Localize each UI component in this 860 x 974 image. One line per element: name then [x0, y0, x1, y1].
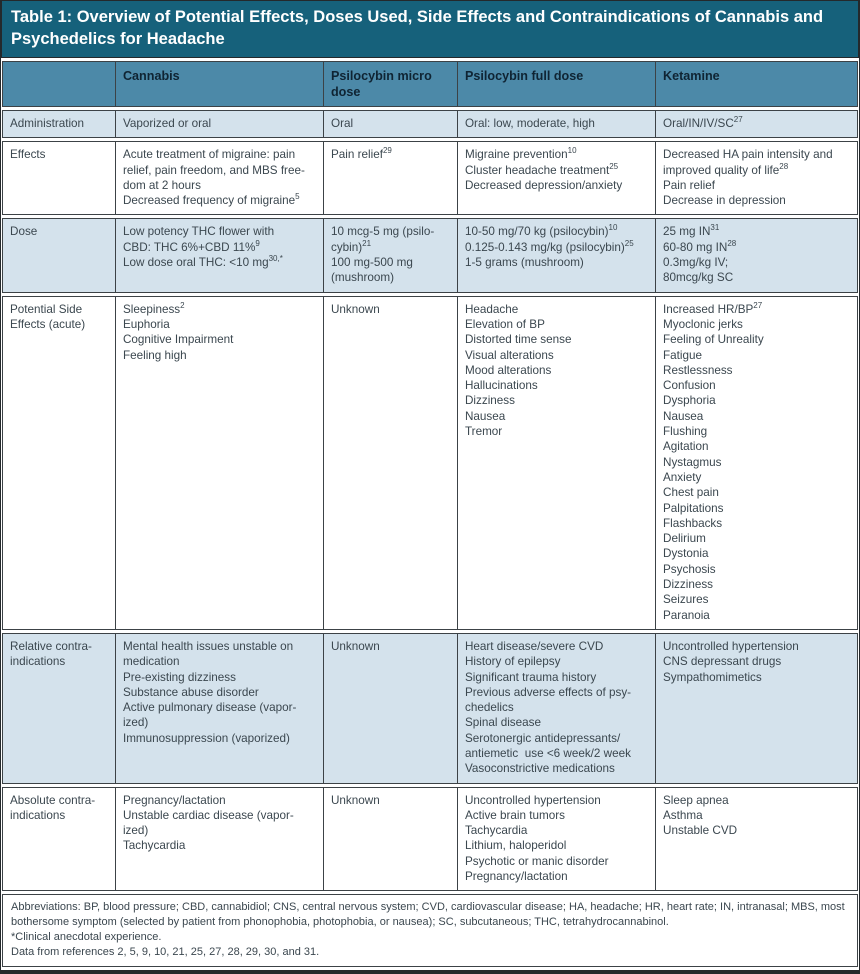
cell-line: Elevation of BP	[464, 317, 545, 331]
cell-line: Effects	[10, 148, 46, 162]
cell-line: Relative contra-	[10, 639, 92, 653]
row-header-cell	[3, 634, 115, 783]
cell-line: Psilocybin full dose	[464, 69, 584, 83]
cell-line: Active brain tumors	[464, 808, 565, 822]
cell-line: indications	[10, 808, 66, 822]
column-header-blank	[3, 62, 115, 106]
table-cell	[655, 634, 857, 783]
cell-line: Decreased HA pain intensity and	[663, 148, 833, 162]
cell-line: Euphoria	[122, 317, 170, 331]
cell-line: Seizures	[663, 593, 709, 607]
cell-line: Psilocybin micro dose	[330, 69, 436, 99]
cell-line: Pregnancy/lactation	[122, 793, 226, 807]
cell-line: Sleepiness$^2$	[122, 300, 185, 316]
cell-line: Psychotic or manic disorder	[464, 854, 609, 868]
table-cell	[457, 297, 655, 629]
cell-line: Increased HR/BP$^{27}$	[663, 300, 763, 316]
cell-line: indications	[10, 655, 66, 669]
row-header-cell	[3, 219, 115, 291]
table-footnotes	[2, 894, 858, 967]
references-note: Data from references 2, 5, 9, 10, 21, 25, 27, 28, 29, 30, and 31.	[11, 946, 320, 959]
cell-line: 10 mcg-5 mg (psilo-	[330, 225, 435, 239]
cell-line: Dose	[10, 225, 38, 239]
cell-line: Administration	[10, 117, 85, 130]
cell-line: History of epilepsy	[464, 655, 561, 669]
cell-line: Unknown	[330, 302, 380, 316]
cell-line: Low potency THC flower with	[122, 225, 275, 239]
cell-line: Unknown	[330, 639, 380, 653]
cell-line: Anxiety	[663, 470, 702, 484]
cell-line: Heart disease/severe CVD	[464, 639, 604, 653]
cell-line: Confusion	[663, 379, 716, 393]
cell-line: Oral/IN/IV/SC$^{27}$	[663, 115, 743, 130]
cell-line: Asthma	[663, 808, 703, 822]
cell-line: Effects (acute)	[10, 317, 86, 331]
cell-line: CBD: THC 6%+CBD 11%$^9$	[122, 238, 260, 254]
cell-line: Serotonergic antidepressants/	[464, 731, 621, 745]
cell-line: Dystonia	[663, 547, 709, 561]
cell-line: 1-5 grams (mushroom)	[464, 256, 584, 270]
cell-line: Feeling high	[122, 348, 187, 362]
cell-line: Visual alterations	[464, 348, 554, 362]
cell-line: Vasoconstrictive medications	[464, 762, 615, 776]
cell-line: 80mcg/kg SC	[663, 271, 734, 285]
cell-line: Dizziness	[663, 578, 714, 592]
cell-line: CNS depressant drugs	[663, 655, 782, 669]
cell-line: Nausea	[663, 409, 704, 423]
table-cell	[457, 142, 655, 214]
cell-line: Decrease in depression	[663, 194, 786, 208]
table-cell	[115, 111, 323, 137]
table-row-relative-contra-indications	[2, 633, 858, 784]
cell-line: dom at 2 hours	[122, 178, 201, 192]
cell-line: 25 mg IN$^{31}$	[663, 223, 720, 239]
cell-line: Cognitive Impairment	[122, 333, 234, 347]
cell-line: Restlessness	[663, 363, 733, 377]
column-header-row	[2, 61, 858, 107]
table-cell	[457, 111, 655, 137]
cell-line: Acute treatment of migraine: pain	[122, 148, 296, 162]
table-cell	[115, 219, 323, 291]
table-row-potential-side-effects-acute-	[2, 296, 858, 630]
cell-line: Mental health issues unstable on	[122, 639, 294, 653]
table-row-absolute-contra-indications	[2, 787, 858, 892]
cell-line: 0.3mg/kg IV;	[663, 256, 729, 270]
table-cell	[655, 142, 857, 214]
cell-line: Feeling of Unreality	[663, 333, 764, 347]
clinical-note: *Clinical anecdotal experience.	[11, 931, 162, 944]
cell-line: (mushroom)	[330, 271, 394, 285]
column-header-psilocybin-micro-dose	[323, 62, 457, 106]
cell-line: Oral: low, moderate, high	[464, 117, 595, 130]
cell-line: Delirium	[663, 532, 706, 546]
cell-line: Mood alterations	[464, 363, 552, 377]
cell-line: Unknown	[330, 793, 380, 807]
cell-line: Flushing	[663, 425, 708, 439]
cell-line: Migraine prevention$^{10}$	[464, 146, 577, 162]
table-cell	[655, 788, 857, 891]
cell-line: chedelics	[464, 701, 514, 715]
cell-line: Pregnancy/lactation	[464, 870, 568, 884]
cell-line: Tremor	[464, 425, 503, 439]
cell-line: Unstable cardiac disease (vapor-	[122, 808, 294, 822]
cell-line: Dysphoria	[663, 394, 716, 408]
row-header-cell	[3, 111, 115, 137]
row-header-cell	[3, 142, 115, 214]
table-cell	[323, 788, 457, 891]
cell-line: Nystagmus	[663, 455, 722, 469]
column-header-psilocybin-full-dose	[457, 62, 655, 106]
cell-line: Spinal disease	[464, 716, 541, 730]
table-cell	[457, 788, 655, 891]
cell-line: Paranoia	[663, 608, 710, 622]
cell-line: Absolute contra-	[10, 793, 96, 807]
cell-line: Headache	[464, 302, 519, 316]
column-header-ketamine	[655, 62, 857, 106]
table-title: Table 1: Overview of Potential Effects, Doses Used, Side Effects and Contraindications of Cannabis and Psychedelics for Headache	[1, 1, 859, 58]
table-row-dose	[2, 218, 858, 292]
table-cell	[323, 634, 457, 783]
row-header-cell	[3, 297, 115, 629]
cell-line: Cluster headache treatment$^{25}$	[464, 161, 619, 177]
cell-line: Pain relief	[663, 178, 715, 192]
cell-line: Myoclonic jerks	[663, 317, 743, 331]
table-cell	[655, 111, 857, 137]
cell-line: Immunosuppression (vaporized)	[122, 731, 290, 745]
cell-line: Flashbacks	[663, 516, 723, 530]
cell-line: Pain relief$^{29}$	[330, 146, 392, 162]
table-cell	[323, 219, 457, 291]
cell-line: antiemetic use <6 week/2 week	[464, 746, 631, 760]
table-cell	[115, 788, 323, 891]
table-cell	[655, 219, 857, 291]
cell-line: Significant trauma history	[464, 670, 597, 684]
cell-line: Active pulmonary disease (vapor-	[122, 701, 297, 715]
table-cell	[115, 142, 323, 214]
cell-line: Uncontrolled hypertension	[663, 639, 799, 653]
cell-line: Decreased depression/anxiety	[464, 178, 623, 192]
cell-line: ized)	[122, 716, 149, 730]
table-grid	[2, 61, 858, 891]
column-header-cannabis	[115, 62, 323, 106]
cell-line: Sympathomimetics	[663, 670, 762, 684]
abbreviations-note: Abbreviations: BP, blood pressure; CBD, cannabidiol; CNS, central nervous system; CVD, cardiovascular disease; HA, headache; HR, heart rate; IN, intranasal; MBS, most bothersome symptom (selected by patient from phonophobia, photophobia, or nausea); SC, subcutaneous; THC, tetrahydrocannabinol.	[11, 901, 848, 929]
cell-line: Decreased frequency of migraine$^5$	[122, 192, 300, 208]
cell-line: Previous adverse effects of psy-	[464, 685, 632, 699]
cell-line: Low dose oral THC: <10 $mg^{30,*}$	[122, 254, 283, 270]
cell-line: Vaporized or oral	[122, 117, 212, 130]
table-cell	[457, 219, 655, 291]
cell-line: Ketamine	[663, 69, 720, 83]
cell-line: cybin)$^{21}$	[330, 238, 372, 254]
cell-line: Substance abuse disorder	[122, 685, 259, 699]
cell-line: Fatigue	[663, 348, 702, 362]
cell-line: ized)	[122, 824, 149, 838]
table-cell	[655, 297, 857, 629]
cell-line: Tachycardia	[122, 839, 186, 853]
cell-line: 0.125-0.143 mg/kg (psilocybin)$^{25}$	[464, 238, 634, 254]
cell-line: Chest pain	[663, 486, 719, 500]
cell-line: 10-50 mg/70 kg (psilocybin)$^{10}$	[464, 223, 618, 239]
cell-line: 60-80 mg IN$^{28}$	[663, 238, 737, 254]
table-cell	[323, 297, 457, 629]
table-cell	[115, 297, 323, 629]
table-cell	[323, 111, 457, 137]
cell-line: Pre-existing dizziness	[122, 670, 236, 684]
cell-line: Uncontrolled hypertension	[464, 793, 601, 807]
cell-line: 100 mg-500 mg	[330, 256, 413, 270]
table-cell	[115, 634, 323, 783]
cell-line: medication	[122, 655, 180, 669]
cell-line: Lithium, haloperidol	[464, 839, 567, 853]
table-row-administration	[2, 110, 858, 138]
cell-line: Nausea	[464, 409, 506, 423]
cell-line: Palpitations	[663, 501, 724, 515]
table-cell	[323, 142, 457, 214]
cell-line: Dizziness	[464, 394, 515, 408]
cell-line: Sleep apnea	[663, 793, 729, 807]
table-row-effects	[2, 141, 858, 215]
cell-line: Tachycardia	[464, 824, 528, 838]
row-header-cell	[3, 788, 115, 891]
cell-line: Oral	[330, 117, 354, 130]
cell-line: Hallucinations	[464, 379, 538, 393]
cell-line: Agitation	[663, 440, 709, 454]
cell-line: Distorted time sense	[464, 333, 572, 347]
table-cell	[457, 634, 655, 783]
cell-line: Potential Side	[10, 302, 83, 316]
cell-line: improved quality of life$^{28}$	[663, 161, 789, 177]
cell-line: Cannabis	[122, 69, 180, 83]
cell-line: relief, pain freedom, and MBS free-	[122, 163, 305, 177]
cell-line: Unstable CVD	[663, 824, 738, 838]
cell-line: Psychosis	[663, 562, 716, 576]
